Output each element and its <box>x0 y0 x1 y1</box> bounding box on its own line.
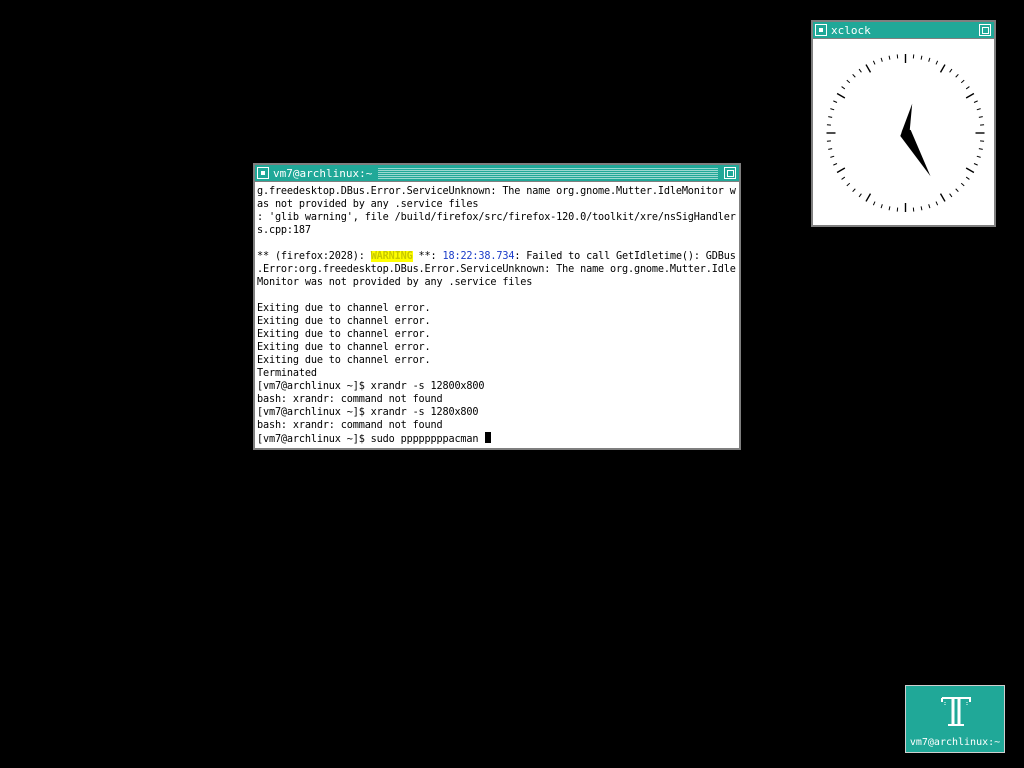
minute-tick <box>961 183 964 186</box>
terminal-line: Exiting due to channel error. <box>257 316 431 327</box>
warning-separator: **: <box>412 251 443 262</box>
terminal-line: Monitor was not provided by any .service files <box>257 277 533 288</box>
minute-tick <box>956 189 959 192</box>
terminal-line: g.freedesktop.DBus.Error.ServiceUnknown: The name org.gnome.Mutter.IdleMonitor w <box>257 186 736 197</box>
icon-label: vm7@archlinux:~ <box>909 737 1001 748</box>
clock-face <box>815 42 996 227</box>
minute-tick <box>950 194 952 197</box>
warning-prefix: ** (firefox:2028): <box>257 251 371 262</box>
hour-tick <box>941 65 946 73</box>
minute-tick <box>859 69 861 72</box>
minute-tick <box>974 164 978 166</box>
minute-tick <box>828 117 832 118</box>
terminal-desktop-icon[interactable] <box>905 685 1005 753</box>
xclock-window[interactable] <box>811 20 996 227</box>
terminal-line: [vm7@archlinux ~]$ xrandr -s 1280x800 <box>257 407 479 418</box>
minute-tick <box>833 101 837 103</box>
hour-tick <box>837 168 845 173</box>
minute-tick <box>921 206 922 210</box>
minute-tick <box>889 206 890 210</box>
terminal-line: bash: xrandr: command not found <box>257 420 443 431</box>
terminal-line: s.cpp:187 <box>257 225 311 236</box>
hour-tick <box>837 94 845 99</box>
minute-tick <box>828 149 832 150</box>
minute-tick <box>950 69 952 72</box>
minute-tick <box>929 58 930 62</box>
terminal-line <box>257 250 737 263</box>
warning-label: WARNING <box>370 251 413 262</box>
terminal-icon <box>936 692 976 730</box>
hour-tick <box>866 194 871 202</box>
minute-tick <box>830 109 834 110</box>
warning-timestamp: 18:22:38.734 <box>442 251 515 262</box>
minute-tick <box>830 156 834 157</box>
terminal-line <box>257 289 737 302</box>
terminal-line: Terminated <box>257 368 317 379</box>
title-highlight-pattern <box>378 168 718 179</box>
hour-tick <box>866 65 871 73</box>
minute-tick <box>966 87 969 89</box>
window-title: xclock <box>831 23 871 37</box>
minute-tick <box>966 177 969 179</box>
warning-message: : Failed to call GetIdletime(): GDBus <box>514 251 736 262</box>
window-title: vm7@archlinux:~ <box>273 166 373 180</box>
minute-tick <box>979 117 983 118</box>
terminal-line: .Error:org.freedesktop.DBus.Error.ServiceUnknown: The name org.gnome.Mutter.Idle <box>257 264 736 275</box>
minute-tick <box>974 101 978 103</box>
terminal-line: Exiting due to channel error. <box>257 355 431 366</box>
terminal-line <box>257 237 737 250</box>
minute-tick <box>847 80 850 83</box>
terminal-line: : 'glib warning', file /build/firefox/src/firefox-120.0/toolkit/xre/nsSigHandler <box>257 212 736 223</box>
hour-tick <box>966 168 974 173</box>
minute-tick <box>921 56 922 60</box>
minute-tick <box>936 61 938 65</box>
minute-tick <box>929 204 930 208</box>
minute-tick <box>842 177 845 179</box>
command-prompt-line[interactable] <box>257 432 737 445</box>
minute-tick <box>859 194 861 197</box>
xterm-titlebar[interactable] <box>255 165 739 182</box>
minute-tick <box>961 80 964 83</box>
text-cursor <box>485 432 491 443</box>
hour-tick <box>941 194 946 202</box>
minute-tick <box>881 58 882 62</box>
minute-tick <box>956 74 959 77</box>
minute-tick <box>842 87 845 89</box>
minute-tick <box>881 204 882 208</box>
minute-tick <box>833 164 837 166</box>
terminal-line: [vm7@archlinux ~]$ xrandr -s 12800x800 <box>257 381 485 392</box>
command-input[interactable]: [vm7@archlinux ~]$ sudo ppppppppacman <box>257 434 485 445</box>
hour-tick <box>966 94 974 99</box>
minute-tick <box>889 56 890 60</box>
minute-tick <box>847 183 850 186</box>
minute-tick <box>873 61 875 65</box>
minute-tick <box>853 189 856 192</box>
minute-tick <box>977 109 981 110</box>
minute-tick <box>936 202 938 206</box>
resize-icon[interactable] <box>724 167 736 179</box>
terminal-line: Exiting due to channel error. <box>257 303 431 314</box>
terminal-output[interactable] <box>257 185 737 446</box>
minute-tick <box>873 202 875 206</box>
terminal-line: Exiting due to channel error. <box>257 342 431 353</box>
iconify-icon[interactable] <box>257 167 269 179</box>
terminal-line: as not provided by any .service files <box>257 199 479 210</box>
terminal-line: bash: xrandr: command not found <box>257 394 443 405</box>
minute-tick <box>853 74 856 77</box>
minute-tick <box>977 156 981 157</box>
resize-icon[interactable] <box>979 24 991 36</box>
xterm-window[interactable] <box>253 163 741 450</box>
terminal-line: Exiting due to channel error. <box>257 329 431 340</box>
xclock-titlebar[interactable] <box>813 22 994 39</box>
iconify-icon[interactable] <box>815 24 827 36</box>
minute-tick <box>979 149 983 150</box>
